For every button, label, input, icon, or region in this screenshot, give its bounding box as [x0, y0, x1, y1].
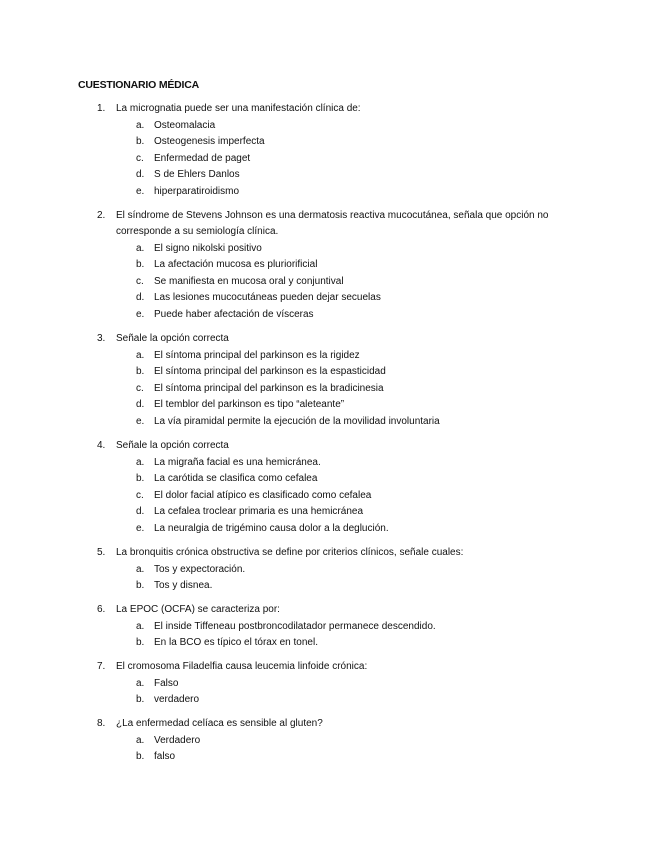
option-item [0, 456, 655, 470]
option-item [0, 734, 655, 748]
question-number: 7. [97, 661, 106, 672]
question-text: La EPOC (OCFA) se caracteriza por: [116, 604, 280, 615]
option-text: falso [154, 751, 176, 762]
question-text: La micrognatia puede ser una manifestación clínica de: [116, 103, 361, 114]
option-letter: a. [136, 243, 145, 254]
option-text: Osteomalacia [154, 120, 216, 131]
option-letter: a. [136, 621, 145, 632]
option-item [0, 472, 655, 486]
option-item [0, 242, 655, 256]
option-item [0, 365, 655, 379]
option-item [0, 522, 655, 536]
document-title: CUESTIONARIO MÉDICA [78, 79, 200, 91]
option-text: El síntoma principal del parkinson es la espasticidad [154, 366, 386, 377]
option-item [0, 579, 655, 593]
option-text: En la BCO es típico el tórax en tonel. [154, 637, 318, 648]
option-item [0, 415, 655, 429]
option-letter: e. [136, 416, 145, 427]
option-letter: b. [136, 751, 145, 762]
option-letter: e. [136, 186, 145, 197]
option-text: Falso [154, 678, 179, 689]
question-number: 5. [97, 547, 106, 558]
option-letter: d. [136, 169, 145, 180]
option-text: Tos y disnea. [154, 580, 213, 591]
option-letter: c. [136, 153, 144, 164]
question-number: 1. [97, 103, 106, 114]
option-text: Puede haber afectación de vísceras [154, 309, 314, 320]
question-number: 2. [97, 210, 106, 221]
option-letter: b. [136, 259, 145, 270]
option-item [0, 258, 655, 272]
option-text: Osteogenesis imperfecta [154, 136, 265, 147]
option-letter: b. [136, 580, 145, 591]
option-text: hiperparatiroidismo [154, 186, 240, 197]
option-text: La migraña facial es una hemicránea. [154, 457, 321, 468]
option-text: El signo nikolski positivo [154, 243, 262, 254]
option-item [0, 135, 655, 149]
option-letter: d. [136, 399, 145, 410]
option-item [0, 168, 655, 182]
option-item [0, 291, 655, 305]
option-item [0, 308, 655, 322]
option-text: El síntoma principal del parkinson es la rigidez [154, 350, 360, 361]
question-text: La bronquitis crónica obstructiva se define por criterios clínicos, señale cuales: [116, 547, 464, 558]
option-text: Tos y expectoración. [154, 564, 246, 575]
option-item [0, 382, 655, 396]
option-letter: e. [136, 523, 145, 534]
question-text: El cromosoma Filadelfia causa leucemia linfoide crónica: [116, 661, 368, 672]
option-text: Las lesiones mucocutáneas pueden dejar secuelas [154, 292, 381, 303]
option-text: La carótida se clasifica como cefalea [154, 473, 318, 484]
option-letter: d. [136, 506, 145, 517]
option-item [0, 750, 655, 764]
option-letter: d. [136, 292, 145, 303]
option-letter: a. [136, 564, 145, 575]
option-text: La vía piramidal permite la ejecución de la movilidad involuntaria [154, 416, 440, 427]
option-item [0, 677, 655, 691]
question-number: 8. [97, 718, 106, 729]
question-text: ¿La enfermedad celíaca es sensible al gluten? [116, 718, 323, 729]
option-item [0, 398, 655, 412]
option-letter: a. [136, 735, 145, 746]
option-text: Se manifiesta en mucosa oral y conjuntival [154, 276, 344, 287]
option-text: La cefalea troclear primaria es una hemicránea [154, 506, 363, 517]
option-item [0, 489, 655, 503]
option-letter: a. [136, 120, 145, 131]
option-text: El dolor facial atípico es clasificado como cefalea [154, 490, 372, 501]
option-letter: c. [136, 383, 144, 394]
option-letter: b. [136, 366, 145, 377]
option-text: La afectación mucosa es pluriorificial [154, 259, 318, 270]
question-text: Señale la opción correcta [116, 440, 229, 451]
option-item [0, 152, 655, 166]
option-letter: b. [136, 473, 145, 484]
option-item [0, 185, 655, 199]
option-item [0, 693, 655, 707]
question-number: 6. [97, 604, 106, 615]
option-item [0, 119, 655, 133]
question-number: 4. [97, 440, 106, 451]
option-letter: b. [136, 136, 145, 147]
option-letter: c. [136, 276, 144, 287]
option-text: S de Ehlers Danlos [154, 169, 240, 180]
option-text: El inside Tiffeneau postbroncodilatador permanece descendido. [154, 621, 436, 632]
option-text: Verdadero [154, 735, 201, 746]
question-text: El síndrome de Stevens Johnson es una dermatosis reactiva mucocutánea, señala que opción no corresponde a su semiología clínica. [116, 210, 549, 237]
option-letter: c. [136, 490, 144, 501]
option-letter: a. [136, 350, 145, 361]
option-letter: a. [136, 678, 145, 689]
option-text: El temblor del parkinson es tipo “aleteante” [154, 399, 345, 410]
option-letter: b. [136, 694, 145, 705]
option-item [0, 563, 655, 577]
option-item [0, 620, 655, 634]
option-letter: a. [136, 457, 145, 468]
option-letter: e. [136, 309, 145, 320]
option-item [0, 275, 655, 289]
option-text: verdadero [154, 694, 200, 705]
question-text: Señale la opción correcta [116, 333, 229, 344]
question-number: 3. [97, 333, 106, 344]
option-item [0, 349, 655, 363]
option-letter: b. [136, 637, 145, 648]
option-text: Enfermedad de paget [154, 153, 251, 164]
option-item [0, 636, 655, 650]
option-text: La neuralgia de trigémino causa dolor a la deglución. [154, 523, 389, 534]
option-item [0, 505, 655, 519]
option-text: El síntoma principal del parkinson es la bradicinesia [154, 383, 384, 394]
